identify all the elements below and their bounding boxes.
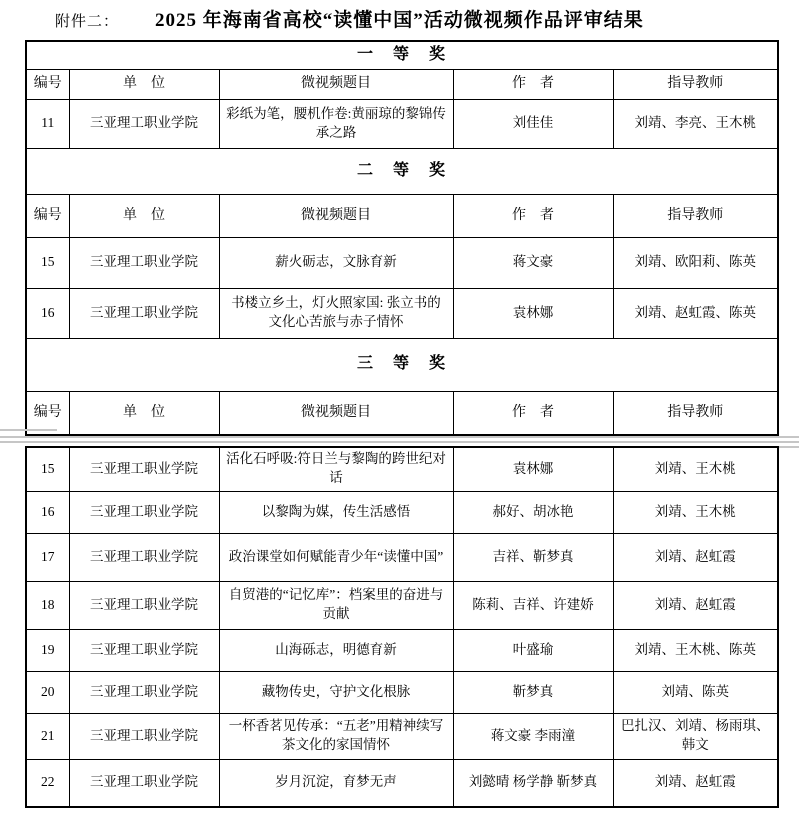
table-row — [26, 237, 778, 288]
cell-video-title: 薪火砺志，文脉育新 — [219, 237, 453, 288]
cell-unit: 三亚理工职业学院 — [69, 491, 219, 533]
cell-teacher: 巴扎汉、刘靖、杨雨琪、韩文 — [613, 713, 778, 759]
table-row — [26, 629, 778, 671]
cell-video-title: 书楼立乡土，灯火照家国: 张立书的文化心苦旅与赤子情怀 — [219, 288, 453, 338]
cell-unit: 三亚理工职业学院 — [69, 713, 219, 759]
cell-no: 16 — [26, 491, 69, 533]
col-header-teacher: 指导教师 — [613, 391, 778, 435]
table-row — [26, 581, 778, 629]
cell-author: 刘佳佳 — [453, 99, 613, 148]
attachment-label: 附件二： — [55, 14, 120, 30]
table-row — [26, 533, 778, 581]
cell-no: 18 — [26, 581, 69, 629]
cell-unit: 三亚理工职业学院 — [69, 671, 219, 713]
col-header-teacher: 指导教师 — [613, 69, 778, 99]
cell-unit: 三亚理工职业学院 — [69, 237, 219, 288]
col-header-author: 作 者 — [453, 391, 613, 435]
cell-teacher: 刘靖、陈英 — [613, 671, 778, 713]
cell-no: 15 — [26, 447, 69, 491]
cell-video-title: 活化石呼吸:符日兰与黎陶的跨世纪对话 — [219, 447, 453, 491]
col-header-no: 编号 — [26, 69, 69, 99]
cell-teacher: 刘靖、赵虹霞 — [613, 581, 778, 629]
col-header-author: 作 者 — [453, 194, 613, 237]
cell-author: 蒋文豪 — [453, 237, 613, 288]
cell-no: 20 — [26, 671, 69, 713]
col-header-author: 作 者 — [453, 69, 613, 99]
col-header-teacher: 指导教师 — [613, 194, 778, 237]
cell-no: 15 — [26, 237, 69, 288]
table-row — [26, 671, 778, 713]
cell-teacher: 刘靖、王木桃 — [613, 447, 778, 491]
table-row — [26, 447, 778, 491]
cell-author: 靳梦真 — [453, 671, 613, 713]
col-header-no: 编号 — [26, 194, 69, 237]
cell-unit: 三亚理工职业学院 — [69, 629, 219, 671]
cell-unit: 三亚理工职业学院 — [69, 533, 219, 581]
cell-unit: 三亚理工职业学院 — [69, 759, 219, 807]
cell-author: 袁林娜 — [453, 288, 613, 338]
header-row-first — [26, 69, 778, 99]
col-header-unit: 单 位 — [69, 194, 219, 237]
table-row — [26, 491, 778, 533]
award-table-page2 — [25, 446, 779, 808]
cell-teacher: 刘靖、欧阳莉、陈英 — [613, 237, 778, 288]
page-break-line — [0, 429, 57, 431]
cell-author: 刘懿晴 杨学静 靳梦真 — [453, 759, 613, 807]
col-header-title: 微视频题目 — [219, 69, 453, 99]
cell-teacher: 刘靖、赵虹霞、陈英 — [613, 288, 778, 338]
prize-banner-row-first — [26, 41, 778, 69]
page-break-line — [0, 441, 799, 443]
cell-video-title: 山海砾志，明德育新 — [219, 629, 453, 671]
prize-banner-row-third — [26, 338, 778, 391]
cell-teacher: 刘靖、赵虹霞 — [613, 759, 778, 807]
prize-banner-second: 二 等 奖 — [26, 148, 778, 194]
cell-unit: 三亚理工职业学院 — [69, 288, 219, 338]
cell-no: 11 — [26, 99, 69, 148]
cell-unit: 三亚理工职业学院 — [69, 99, 219, 148]
prize-banner-first: 一 等 奖 — [26, 41, 778, 69]
cell-video-title: 自贸港的“记忆库”：档案里的奋进与贡献 — [219, 581, 453, 629]
table-row — [26, 99, 778, 148]
document-header — [0, 5, 760, 32]
cell-no: 22 — [26, 759, 69, 807]
award-table-page1 — [25, 40, 779, 436]
cell-author: 叶盛瑜 — [453, 629, 613, 671]
cell-unit: 三亚理工职业学院 — [69, 581, 219, 629]
cell-video-title: 政治课堂如何赋能青少年“读懂中国” — [219, 533, 453, 581]
cell-no: 21 — [26, 713, 69, 759]
prize-banner-row-second — [26, 148, 778, 194]
col-header-no: 编号 — [26, 391, 69, 435]
page-break-line — [0, 436, 799, 438]
page-title: 2025 年海南省高校“读懂中国”活动微视频作品评审结果 — [155, 10, 644, 31]
table-row — [26, 288, 778, 338]
header-row-third — [26, 391, 778, 435]
cell-unit: 三亚理工职业学院 — [69, 447, 219, 491]
cell-video-title: 彩纸为笔，腰机作卷:黄丽琼的黎锦传承之路 — [219, 99, 453, 148]
col-header-unit: 单 位 — [69, 69, 219, 99]
table-row — [26, 713, 778, 759]
cell-no: 19 — [26, 629, 69, 671]
cell-teacher: 刘靖、王木桃 — [613, 491, 778, 533]
cell-teacher: 刘靖、王木桃、陈英 — [613, 629, 778, 671]
cell-author: 陈莉、吉祥、许建娇 — [453, 581, 613, 629]
cell-video-title: 以黎陶为媒，传生活感悟 — [219, 491, 453, 533]
cell-author: 蒋文豪 李雨潼 — [453, 713, 613, 759]
cell-video-title: 岁月沉淀，育梦无声 — [219, 759, 453, 807]
cell-no: 16 — [26, 288, 69, 338]
cell-video-title: 藏物传史，守护文化根脉 — [219, 671, 453, 713]
col-header-title: 微视频题目 — [219, 194, 453, 237]
cell-teacher: 刘靖、赵虹霞 — [613, 533, 778, 581]
col-header-title: 微视频题目 — [219, 391, 453, 435]
cell-author: 袁林娜 — [453, 447, 613, 491]
cell-author: 郝好、胡冰艳 — [453, 491, 613, 533]
header-row-second — [26, 194, 778, 237]
cell-teacher: 刘靖、李亮、王木桃 — [613, 99, 778, 148]
prize-banner-third: 三 等 奖 — [26, 338, 778, 391]
cell-author: 吉祥、靳梦真 — [453, 533, 613, 581]
cell-no: 17 — [26, 533, 69, 581]
cell-video-title: 一杯香茗见传承：“五老”用精神续写茶文化的家国情怀 — [219, 713, 453, 759]
col-header-unit: 单 位 — [69, 391, 219, 435]
table-row — [26, 759, 778, 807]
